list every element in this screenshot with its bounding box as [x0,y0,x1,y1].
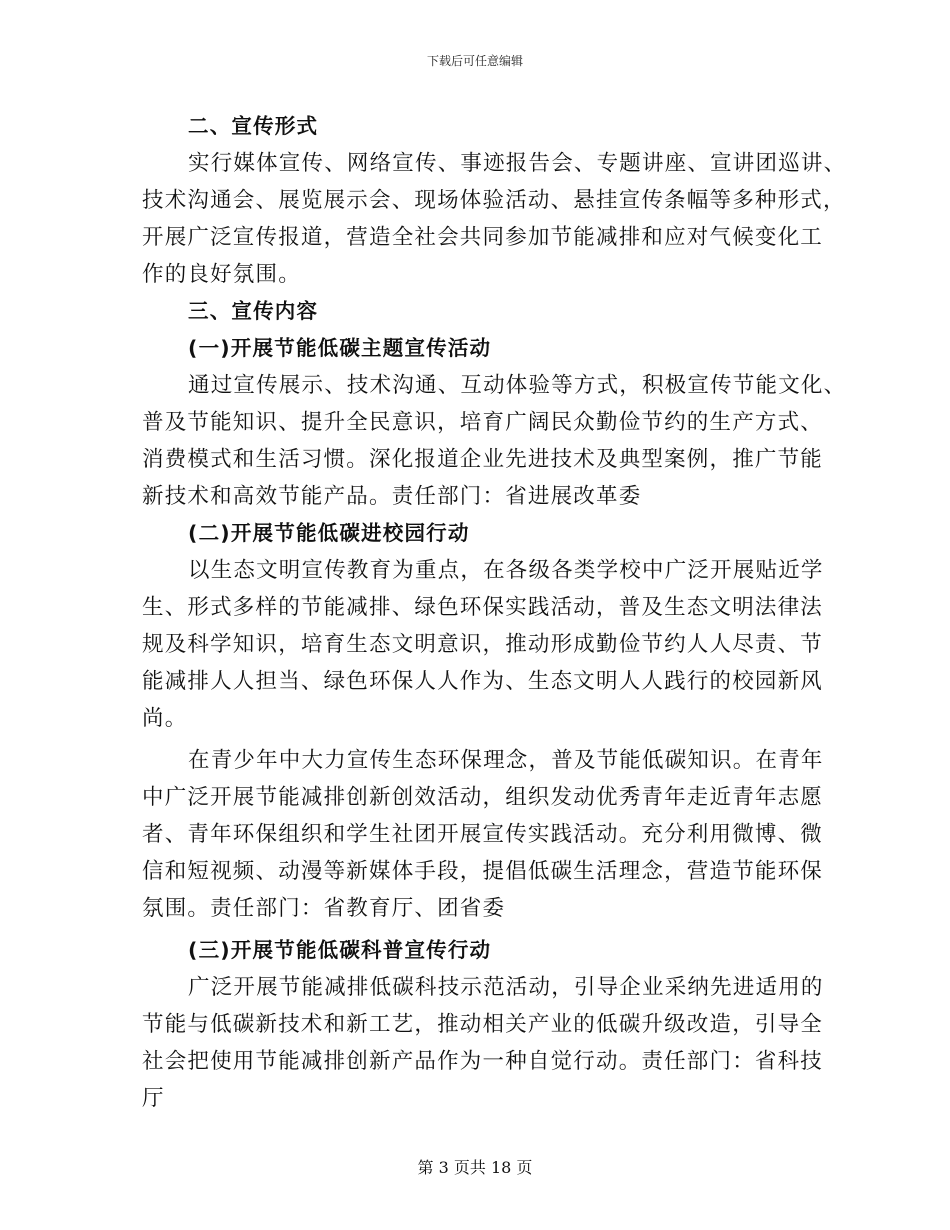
paragraph-line: 以生态文明宣传教育为重点，在各级各类学校中广泛开展贴近学 [188,558,824,583]
paragraph-line: 中广泛开展节能减排创新创效活动，组织发动优秀青年走近青年志愿 [142,785,824,810]
paragraph-line: 普及节能知识、提升全民意识，培育广阔民众勤俭节约的生产方式、 [142,410,824,435]
paragraph-line: 开展广泛宣传报道，营造全社会共同参加节能减排和应对气候变化工 [142,225,824,250]
subsection-heading-2: (二)开展节能低碳进校园行动 [188,521,470,545]
section-heading-propaganda-content: 三、宣传内容 [188,299,319,323]
paragraph-line: 生、形式多样的节能减排、绿色环保实践活动，普及生态文明法律法 [142,595,824,620]
paragraph-line: 尚。 [142,706,188,731]
paragraph-line: 实行媒体宣传、网络宣传、事迹报告会、专题讲座、宣讲团巡讲、 [188,151,847,176]
paragraph-line: 消费模式和生活习惯。深化报道企业先进技术及典型案例，推广节能 [142,447,824,472]
document-body [142,108,847,1117]
paragraph-line: 技术沟通会、展览展示会、现场体验活动、悬挂宣传条幅等多种形式， [142,188,846,213]
paragraph-line: 广泛开展节能减排低碳科技示范活动，引导企业采纳先进适用的 [188,975,824,1000]
page-footer: 第 3 页共 18 页 [417,1158,533,1177]
paragraph-line: 通过宣传展示、技术沟通、互动体验等方式，积极宣传节能文化、 [188,373,847,398]
paragraph-line: 者、青年环保组织和学生社团开展宣传实践活动。充分利用微博、微 [142,822,824,847]
subsection-heading-1: (一)开展节能低碳主题宣传活动 [188,336,492,360]
paragraph-line: 节能与低碳新技术和新工艺，推动相关产业的低碳升级改造，引导全 [142,1012,824,1037]
subsection-heading-3: (三)开展节能低碳科普宣传行动 [188,938,492,962]
paragraph-line: 新技术和高效节能产品。责任部门：省进展改革委 [142,484,642,509]
paragraph-line: 厅 [142,1086,165,1111]
paragraph-line: 社会把使用节能减排创新产品作为一种自觉行动。责任部门：省科技 [142,1049,824,1074]
paragraph-line: 规及科学知识，培育生态文明意识，推动形成勤俭节约人人尽责、节 [142,632,824,657]
paragraph-line: 在青少年中大力宣传生态环保理念，普及节能低碳知识。在青年 [188,748,824,773]
page-header: 下载后可任意编辑 [426,54,523,68]
paragraph-line: 氛围。责任部门：省教育厅、团省委 [142,896,506,921]
section-heading-propaganda-form: 二、宣传形式 [188,114,319,138]
paragraph-line: 信和短视频、动漫等新媒体手段，提倡低碳生活理念，营造节能环保 [142,859,824,884]
paragraph-line: 能减排人人担当、绿色环保人人作为、生态文明人人践行的校园新风 [142,669,824,694]
paragraph-line: 作的良好氛围。 [142,262,301,287]
